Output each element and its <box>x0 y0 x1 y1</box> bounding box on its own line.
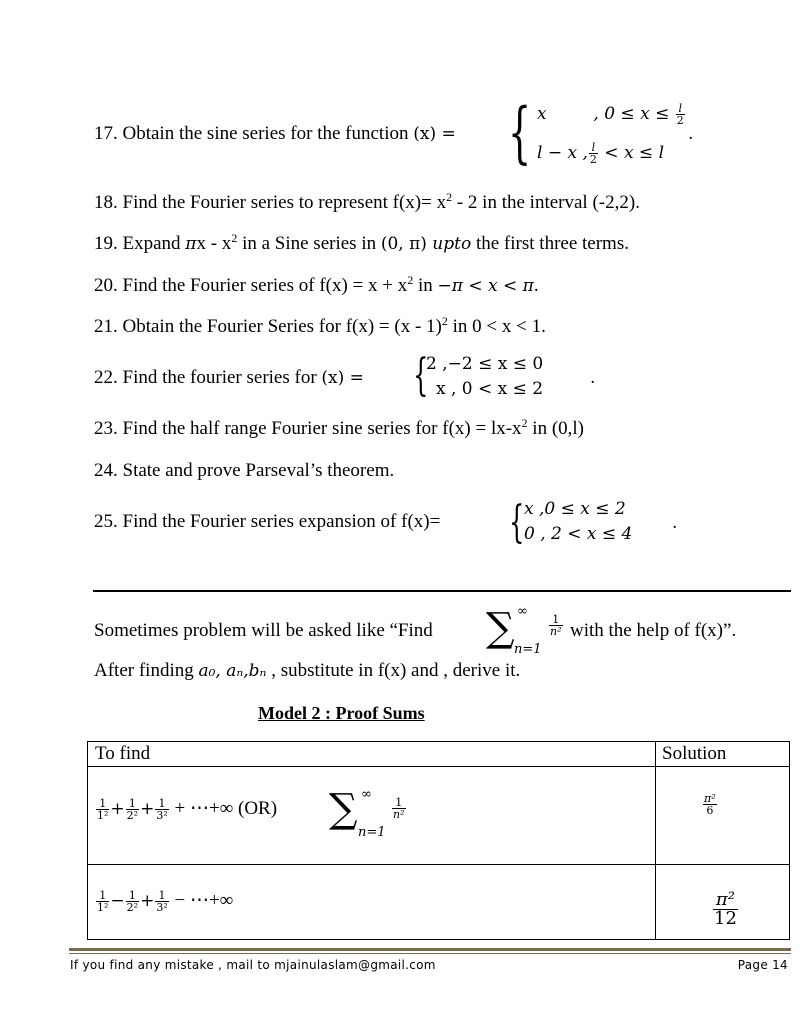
case-condition: < x ≤ l <box>604 143 665 163</box>
series-tail: − ⋯+∞ <box>174 890 234 911</box>
question-23 <box>94 417 584 441</box>
question-text: Find the fourier series for <box>122 367 317 388</box>
sum-term-fraction: $\frac{1}{\text{n²}}$ <box>550 613 562 638</box>
fraction: $\frac{l}{2}$ <box>676 102 684 127</box>
table-row <box>88 865 790 940</box>
question-text-a: Find the Fourier series to represent f(x)= x <box>122 192 447 213</box>
table-row <box>88 767 790 865</box>
sum-upper-limit: ∞ <box>361 787 372 802</box>
range: −π < x < π <box>437 276 534 296</box>
question-number: 25. <box>94 511 118 532</box>
solution-cell <box>656 767 790 865</box>
note-text-a: Sometimes problem will be asked like “Find <box>94 620 433 641</box>
question-text-b: in 0 < x < 1. <box>447 316 546 337</box>
question-18 <box>94 191 640 215</box>
fourier-coefficients: a₀, aₙ,bₙ <box>198 661 267 681</box>
solution-fraction: $\frac{\text{π²}}{6}$ <box>704 792 716 818</box>
question-text-b: in <box>413 275 438 296</box>
question-text-b: in (0,l) <box>527 418 585 439</box>
note-line-2 <box>94 659 520 683</box>
exponent: 2 <box>407 273 414 287</box>
fraction: $\frac{l}{2}$ <box>589 141 597 166</box>
question-text: Find the Fourier series expansion of f(x)= <box>122 511 441 532</box>
section-divider <box>93 590 791 592</box>
question-number: 23. <box>94 418 118 439</box>
note-text-a: After finding <box>94 660 199 681</box>
period: . <box>688 124 694 144</box>
to-find-cell <box>88 767 656 865</box>
header-solution: Solution <box>656 742 790 767</box>
question-number: 20. <box>94 275 118 296</box>
piecewise-case-1: 2 ,−2 ≤ x ≤ 0 <box>426 354 544 374</box>
footer-rule-thin <box>69 953 791 954</box>
proof-sums-table <box>87 741 790 940</box>
piecewise-brace: { <box>509 497 525 548</box>
piecewise-brace: { <box>508 94 532 171</box>
exponent: 2 <box>446 190 453 204</box>
question-text: Obtain the sine series for the function <box>122 123 409 144</box>
question-text-b: - 2 in the interval (-2,2). <box>452 192 640 213</box>
question-number: 22. <box>94 367 118 388</box>
piecewise-case-2: x , 0 < x ≤ 2 <box>436 379 544 399</box>
question-text: State and prove Parseval’s theorem. <box>122 460 395 481</box>
question-number: 21. <box>94 316 118 337</box>
summation-sign: ∑ <box>329 786 358 832</box>
piecewise-case-2: 0 , 2 < x ≤ 4 <box>524 524 633 544</box>
question-text-b: x - x <box>196 233 232 254</box>
question-25 <box>94 510 440 534</box>
piecewise-case-1: x ,0 ≤ x ≤ 2 <box>524 499 626 519</box>
sum-term-fraction: $\frac{1}{\text{n²}}$ <box>393 796 405 822</box>
sum-upper-limit: ∞ <box>517 604 528 619</box>
question-19 <box>94 232 629 256</box>
question-number: 18. <box>94 192 118 213</box>
period: . <box>533 275 539 296</box>
case-expression: x <box>537 104 547 124</box>
series-expression: $\frac{1}{\text{1²}}$ − $\frac{1}{\text{2²}}$ + $\frac{1}{\text{3²}}$ − ⋯+∞ <box>97 889 234 915</box>
question-21 <box>94 315 546 339</box>
question-text-a: Find the half range Fourier sine series for f(x) = lx-x <box>122 418 522 439</box>
header-to-find: To find <box>88 742 656 767</box>
piecewise-case-2 <box>537 142 664 165</box>
solution-cell <box>656 865 790 940</box>
note-text-b: , substitute in f(x) and , derive it. <box>266 660 521 681</box>
question-text-a: Expand <box>122 233 186 254</box>
question-number: 24. <box>94 460 118 481</box>
question-text-d: the first three terms. <box>471 233 629 254</box>
pi-symbol: π <box>185 234 197 254</box>
case-condition: , 0 ≤ x ≤ <box>593 104 670 124</box>
exponent: 2 <box>521 416 528 430</box>
series-expression: $\frac{1}{\text{1²}}$ + $\frac{1}{\text{2²}}$ + $\frac{1}{\text{3²}}$ + ⋯+∞ (OR) <box>97 797 278 823</box>
question-number: 17. <box>94 123 118 144</box>
footer-rule <box>69 948 791 951</box>
question-text-a: Obtain the Fourier Series for f(x) = (x - 1) <box>122 316 442 337</box>
interval: (0, π) <box>380 234 427 254</box>
question-20 <box>94 274 539 298</box>
question-22 <box>94 366 364 390</box>
sum-lower-limit: n=1 <box>514 642 542 657</box>
function-lhs: (x) = <box>321 368 364 388</box>
sum-lower-limit: n=1 <box>358 825 386 840</box>
question-17 <box>94 122 456 146</box>
model-title: Model 2 : Proof Sums <box>258 703 425 723</box>
series-tail: + ⋯+∞ (OR) <box>174 798 278 819</box>
case-expression: l − x , <box>537 143 588 163</box>
note-text-b: with the help of f(x)”. <box>570 620 737 641</box>
exponent: 2 <box>231 231 238 245</box>
period: . <box>672 513 678 533</box>
piecewise-brace: { <box>413 350 429 401</box>
question-24 <box>94 459 394 483</box>
note-line-1 <box>94 619 433 643</box>
table-header-row <box>88 742 790 767</box>
question-text-c: in a Sine series in <box>237 233 381 254</box>
function-lhs: (x) = <box>413 124 456 144</box>
exponent: 2 <box>441 314 448 328</box>
footer-note: If you find any mistake , mail to mjainulaslam@gmail.com <box>70 958 436 972</box>
page-number: Page 14 <box>737 958 788 972</box>
period: . <box>590 368 596 388</box>
upto-word: upto <box>426 234 472 254</box>
question-text-a: Find the Fourier series of f(x) = x + x <box>122 275 408 296</box>
to-find-cell <box>88 865 656 940</box>
solution-fraction: $\frac{\text{π²}}{12}$ <box>714 889 737 929</box>
piecewise-case-1 <box>537 103 686 126</box>
summation-sign: ∑ <box>486 605 515 651</box>
question-number: 19. <box>94 233 118 254</box>
